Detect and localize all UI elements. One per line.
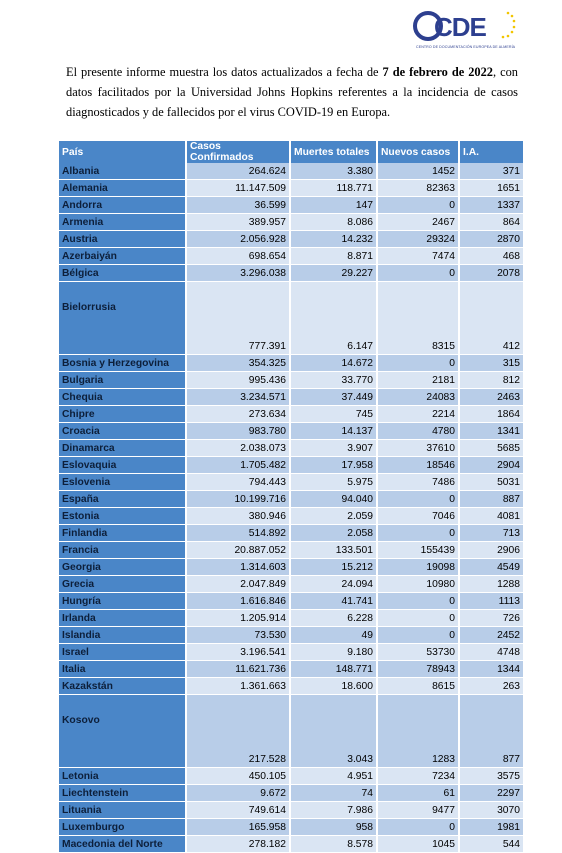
cell-country: Chipre bbox=[59, 406, 187, 423]
cell-confirmed: 995.436 bbox=[187, 372, 291, 389]
cell-new-cases: 0 bbox=[378, 491, 460, 508]
cell-country: Italia bbox=[59, 661, 187, 678]
cell-confirmed: 983.780 bbox=[187, 423, 291, 440]
table-row bbox=[59, 372, 525, 389]
cell-new-cases: 61 bbox=[378, 785, 460, 802]
cell-deaths: 7.986 bbox=[291, 802, 378, 819]
cell-deaths: 8.871 bbox=[291, 248, 378, 265]
cell-deaths: 4.951 bbox=[291, 768, 378, 785]
cell-country: Bielorrusia bbox=[59, 282, 187, 355]
cell-ia: 315 bbox=[460, 355, 525, 372]
cell-confirmed: 9.672 bbox=[187, 785, 291, 802]
table-row bbox=[59, 457, 525, 474]
cell-confirmed: 1.205.914 bbox=[187, 610, 291, 627]
cell-new-cases: 10980 bbox=[378, 576, 460, 593]
cell-confirmed: 2.056.928 bbox=[187, 231, 291, 248]
cell-ia: 263 bbox=[460, 678, 525, 695]
cell-country: Albania bbox=[59, 163, 187, 180]
intro-paragraph bbox=[66, 62, 518, 122]
cell-deaths: 37.449 bbox=[291, 389, 378, 406]
cell-ia: 3070 bbox=[460, 802, 525, 819]
cell-new-cases: 78943 bbox=[378, 661, 460, 678]
cell-deaths: 14.672 bbox=[291, 355, 378, 372]
table-row bbox=[59, 695, 525, 768]
header-ia: I.A. bbox=[460, 141, 525, 163]
table-row bbox=[59, 491, 525, 508]
cell-ia: 726 bbox=[460, 610, 525, 627]
cell-ia: 1981 bbox=[460, 819, 525, 836]
cell-ia: 887 bbox=[460, 491, 525, 508]
cell-confirmed: 36.599 bbox=[187, 197, 291, 214]
cell-ia: 877 bbox=[460, 695, 525, 768]
cell-deaths: 6.147 bbox=[291, 282, 378, 355]
cell-new-cases: 8615 bbox=[378, 678, 460, 695]
cell-confirmed: 450.105 bbox=[187, 768, 291, 785]
cell-ia: 5685 bbox=[460, 440, 525, 457]
cell-confirmed: 1.314.603 bbox=[187, 559, 291, 576]
cell-deaths: 958 bbox=[291, 819, 378, 836]
cell-deaths: 2.059 bbox=[291, 508, 378, 525]
cell-ia: 1337 bbox=[460, 197, 525, 214]
cell-country: Croacia bbox=[59, 423, 187, 440]
cell-ia: 1651 bbox=[460, 180, 525, 197]
table-row bbox=[59, 644, 525, 661]
table-row bbox=[59, 593, 525, 610]
cell-confirmed: 794.443 bbox=[187, 474, 291, 491]
cell-ia: 1288 bbox=[460, 576, 525, 593]
table-header-row bbox=[59, 141, 525, 163]
cell-deaths: 6.228 bbox=[291, 610, 378, 627]
cell-confirmed: 698.654 bbox=[187, 248, 291, 265]
cell-country: Luxemburgo bbox=[59, 819, 187, 836]
cell-new-cases: 1283 bbox=[378, 695, 460, 768]
cell-ia: 3575 bbox=[460, 768, 525, 785]
cell-country: Liechtenstein bbox=[59, 785, 187, 802]
cell-country: Macedonia del Norte bbox=[59, 836, 187, 853]
table-row bbox=[59, 406, 525, 423]
cell-confirmed: 1.616.846 bbox=[187, 593, 291, 610]
intro-text-1: El presente informe muestra los datos actualizados a fecha de bbox=[66, 65, 383, 79]
cell-new-cases: 37610 bbox=[378, 440, 460, 457]
cell-new-cases: 0 bbox=[378, 355, 460, 372]
logo-subtitle: CENTRO DE DOCUMENTACIÓN EUROPEA DE ALMERÍA bbox=[416, 45, 516, 49]
cell-new-cases: 0 bbox=[378, 593, 460, 610]
cell-ia: 2297 bbox=[460, 785, 525, 802]
cell-new-cases: 9477 bbox=[378, 802, 460, 819]
cell-country: Hungría bbox=[59, 593, 187, 610]
cell-confirmed: 3.234.571 bbox=[187, 389, 291, 406]
table-row bbox=[59, 231, 525, 248]
cell-deaths: 8.086 bbox=[291, 214, 378, 231]
cell-deaths: 18.600 bbox=[291, 678, 378, 695]
table-row bbox=[59, 661, 525, 678]
cell-deaths: 745 bbox=[291, 406, 378, 423]
cell-country: Irlanda bbox=[59, 610, 187, 627]
cell-country: Austria bbox=[59, 231, 187, 248]
cell-deaths: 9.180 bbox=[291, 644, 378, 661]
cell-country: Bélgica bbox=[59, 265, 187, 282]
cell-new-cases: 4780 bbox=[378, 423, 460, 440]
cell-confirmed: 3.296.038 bbox=[187, 265, 291, 282]
cell-confirmed: 273.634 bbox=[187, 406, 291, 423]
cell-new-cases: 2181 bbox=[378, 372, 460, 389]
cell-ia: 864 bbox=[460, 214, 525, 231]
cell-country: Alemania bbox=[59, 180, 187, 197]
table-row bbox=[59, 819, 525, 836]
cell-new-cases: 29324 bbox=[378, 231, 460, 248]
cell-new-cases: 2214 bbox=[378, 406, 460, 423]
cell-confirmed: 10.199.716 bbox=[187, 491, 291, 508]
cell-ia: 2904 bbox=[460, 457, 525, 474]
table-row bbox=[59, 559, 525, 576]
cell-ia: 2906 bbox=[460, 542, 525, 559]
cell-country: Islandia bbox=[59, 627, 187, 644]
cell-ia: 812 bbox=[460, 372, 525, 389]
cell-confirmed: 278.182 bbox=[187, 836, 291, 853]
table-row bbox=[59, 214, 525, 231]
cell-confirmed: 20.887.052 bbox=[187, 542, 291, 559]
cell-new-cases: 24083 bbox=[378, 389, 460, 406]
cell-ia: 2870 bbox=[460, 231, 525, 248]
cell-country: Azerbaiyán bbox=[59, 248, 187, 265]
table-row bbox=[59, 508, 525, 525]
cell-new-cases: 0 bbox=[378, 265, 460, 282]
cell-new-cases: 19098 bbox=[378, 559, 460, 576]
cell-deaths: 3.380 bbox=[291, 163, 378, 180]
cell-deaths: 49 bbox=[291, 627, 378, 644]
cell-deaths: 2.058 bbox=[291, 525, 378, 542]
cell-ia: 713 bbox=[460, 525, 525, 542]
cell-ia: 544 bbox=[460, 836, 525, 853]
cell-country: España bbox=[59, 491, 187, 508]
cell-confirmed: 11.147.509 bbox=[187, 180, 291, 197]
cell-new-cases: 7474 bbox=[378, 248, 460, 265]
header-nuevos: Nuevos casos bbox=[378, 141, 460, 163]
cell-new-cases: 1452 bbox=[378, 163, 460, 180]
cell-country: Dinamarca bbox=[59, 440, 187, 457]
cell-deaths: 17.958 bbox=[291, 457, 378, 474]
table-row bbox=[59, 389, 525, 406]
table-row bbox=[59, 248, 525, 265]
cell-country: Lituania bbox=[59, 802, 187, 819]
cell-new-cases: 0 bbox=[378, 197, 460, 214]
cell-confirmed: 165.958 bbox=[187, 819, 291, 836]
cell-deaths: 24.094 bbox=[291, 576, 378, 593]
cell-new-cases: 18546 bbox=[378, 457, 460, 474]
cell-ia: 1341 bbox=[460, 423, 525, 440]
cell-deaths: 118.771 bbox=[291, 180, 378, 197]
cell-ia: 371 bbox=[460, 163, 525, 180]
cell-ia: 468 bbox=[460, 248, 525, 265]
cell-new-cases: 2467 bbox=[378, 214, 460, 231]
cell-confirmed: 2.038.073 bbox=[187, 440, 291, 457]
cell-confirmed: 1.361.663 bbox=[187, 678, 291, 695]
cell-ia: 1344 bbox=[460, 661, 525, 678]
cell-new-cases: 82363 bbox=[378, 180, 460, 197]
cell-deaths: 15.212 bbox=[291, 559, 378, 576]
cell-new-cases: 8315 bbox=[378, 282, 460, 355]
cell-deaths: 94.040 bbox=[291, 491, 378, 508]
cell-country: Finlandia bbox=[59, 525, 187, 542]
table-row bbox=[59, 576, 525, 593]
table-row bbox=[59, 610, 525, 627]
cell-confirmed: 2.047.849 bbox=[187, 576, 291, 593]
table-row bbox=[59, 836, 525, 853]
cell-deaths: 33.770 bbox=[291, 372, 378, 389]
cell-ia: 5031 bbox=[460, 474, 525, 491]
cell-deaths: 74 bbox=[291, 785, 378, 802]
cell-confirmed: 749.614 bbox=[187, 802, 291, 819]
cell-country: Chequia bbox=[59, 389, 187, 406]
cell-new-cases: 7486 bbox=[378, 474, 460, 491]
cell-confirmed: 264.624 bbox=[187, 163, 291, 180]
cell-ia: 2463 bbox=[460, 389, 525, 406]
table-row bbox=[59, 440, 525, 457]
cell-deaths: 147 bbox=[291, 197, 378, 214]
table-row bbox=[59, 355, 525, 372]
cell-confirmed: 3.196.541 bbox=[187, 644, 291, 661]
table-row bbox=[59, 785, 525, 802]
cell-deaths: 5.975 bbox=[291, 474, 378, 491]
cell-confirmed: 1.705.482 bbox=[187, 457, 291, 474]
logo-wordmark: CDE bbox=[434, 12, 486, 42]
cell-confirmed: 73.530 bbox=[187, 627, 291, 644]
table-row bbox=[59, 768, 525, 785]
intro-text-2: , con datos facilitados por la Universidad Johns Hopkins referentes a la incidencia de casos diagnosticados y de fallecidos por el virus COVID-19 en Europa. bbox=[66, 65, 518, 119]
table-row bbox=[59, 474, 525, 491]
cell-confirmed: 217.528 bbox=[187, 695, 291, 768]
cell-confirmed: 354.325 bbox=[187, 355, 291, 372]
cell-country: Kosovo bbox=[59, 695, 187, 768]
cell-confirmed: 389.957 bbox=[187, 214, 291, 231]
cell-country: Georgia bbox=[59, 559, 187, 576]
cell-country: Bosnia y Herzegovina bbox=[59, 355, 187, 372]
cell-deaths: 3.043 bbox=[291, 695, 378, 768]
cell-ia: 1113 bbox=[460, 593, 525, 610]
cell-deaths: 8.578 bbox=[291, 836, 378, 853]
cell-ia: 412 bbox=[460, 282, 525, 355]
cell-new-cases: 0 bbox=[378, 819, 460, 836]
covid-table bbox=[59, 141, 525, 853]
cell-ia: 4748 bbox=[460, 644, 525, 661]
cell-ia: 1864 bbox=[460, 406, 525, 423]
cell-confirmed: 380.946 bbox=[187, 508, 291, 525]
table-row bbox=[59, 180, 525, 197]
cell-country: Eslovaquia bbox=[59, 457, 187, 474]
header-muertes: Muertes totales bbox=[291, 141, 378, 163]
cell-new-cases: 53730 bbox=[378, 644, 460, 661]
intro-date: 7 de febrero de 2022 bbox=[382, 65, 494, 79]
cell-deaths: 41.741 bbox=[291, 593, 378, 610]
cell-new-cases: 0 bbox=[378, 627, 460, 644]
cell-country: Kazakstán bbox=[59, 678, 187, 695]
cell-confirmed: 514.892 bbox=[187, 525, 291, 542]
table-body bbox=[59, 163, 525, 853]
cell-ia: 4549 bbox=[460, 559, 525, 576]
cell-ia: 4081 bbox=[460, 508, 525, 525]
cell-confirmed: 11.621.736 bbox=[187, 661, 291, 678]
cell-deaths: 29.227 bbox=[291, 265, 378, 282]
cell-deaths: 148.771 bbox=[291, 661, 378, 678]
table-row bbox=[59, 163, 525, 180]
table-row bbox=[59, 542, 525, 559]
cell-ia: 2078 bbox=[460, 265, 525, 282]
table-row bbox=[59, 627, 525, 644]
table-row bbox=[59, 282, 525, 355]
cell-country: Bulgaria bbox=[59, 372, 187, 389]
cell-new-cases: 1045 bbox=[378, 836, 460, 853]
cell-country: Andorra bbox=[59, 197, 187, 214]
table-row bbox=[59, 265, 525, 282]
header-casos: Casos Confirmados bbox=[187, 141, 291, 163]
cell-deaths: 3.907 bbox=[291, 440, 378, 457]
cell-new-cases: 7046 bbox=[378, 508, 460, 525]
table-row bbox=[59, 197, 525, 214]
cell-new-cases: 155439 bbox=[378, 542, 460, 559]
cell-country: Eslovenia bbox=[59, 474, 187, 491]
cell-country: Armenia bbox=[59, 214, 187, 231]
cell-country: Letonia bbox=[59, 768, 187, 785]
cell-deaths: 14.137 bbox=[291, 423, 378, 440]
table-row bbox=[59, 525, 525, 542]
cell-country: Israel bbox=[59, 644, 187, 661]
cell-deaths: 14.232 bbox=[291, 231, 378, 248]
cell-confirmed: 777.391 bbox=[187, 282, 291, 355]
cell-country: Estonia bbox=[59, 508, 187, 525]
cde-logo bbox=[412, 8, 520, 52]
cell-deaths: 133.501 bbox=[291, 542, 378, 559]
cell-country: Grecia bbox=[59, 576, 187, 593]
cell-country: Francia bbox=[59, 542, 187, 559]
cell-new-cases: 7234 bbox=[378, 768, 460, 785]
cell-new-cases: 0 bbox=[378, 610, 460, 627]
cell-ia: 2452 bbox=[460, 627, 525, 644]
table-row bbox=[59, 678, 525, 695]
header-pais: País bbox=[59, 141, 187, 163]
table-row bbox=[59, 802, 525, 819]
table-row bbox=[59, 423, 525, 440]
cell-new-cases: 0 bbox=[378, 525, 460, 542]
